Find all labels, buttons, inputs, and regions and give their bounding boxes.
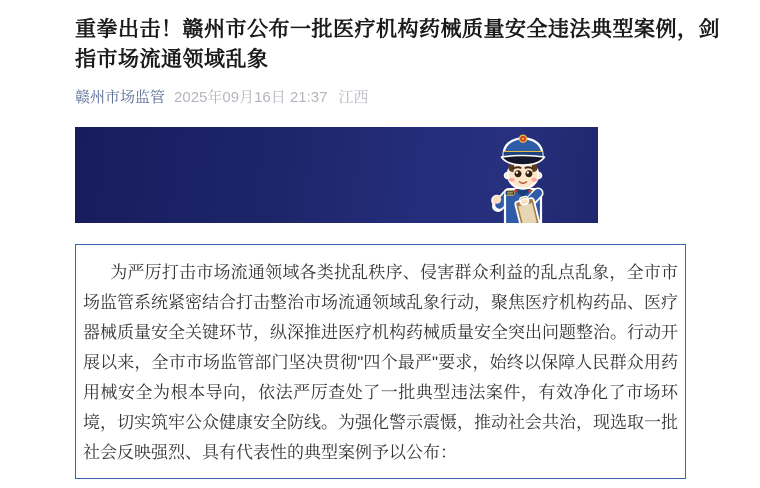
banner-image[interactable] [75,127,598,223]
article-meta [75,87,735,108]
officer-mascot-illustration [490,129,556,223]
article-title: 重拳出击！赣州市公布一批医疗机构药械质量安全违法典型案例，剑指市场流通领域乱象 [75,18,720,71]
summary-paragraph: 为严厉打击市场流通领域各类扰乱秩序、侵害群众利益的乱点乱象，全市市场监管系统紧密结合打击整治市场流通领域乱象行动，聚焦医疗机构药品、医疗器械质量安全关键环节，纵深推进医疗机构药械质量安全突出问题整治。行动开展以来，全市市场监管部门坚决贯彻"四个最严"要求，始终以保障人民群众用药用械安全为根本导向，依法严厉查处了一批典型违法案件，有效净化了市场环境，切实筑牢公众健康安全防线。为强化警示震慑，推动社会共治，现选取一批社会反映强烈、具有代表性的典型案例予以公布： [83,263,678,462]
summary-box [75,244,686,479]
publish-date: 2025年09月16日 21:37 [174,89,328,106]
account-link[interactable]: 赣州市场监管 [75,89,166,106]
location-label: 江西 [338,89,369,106]
